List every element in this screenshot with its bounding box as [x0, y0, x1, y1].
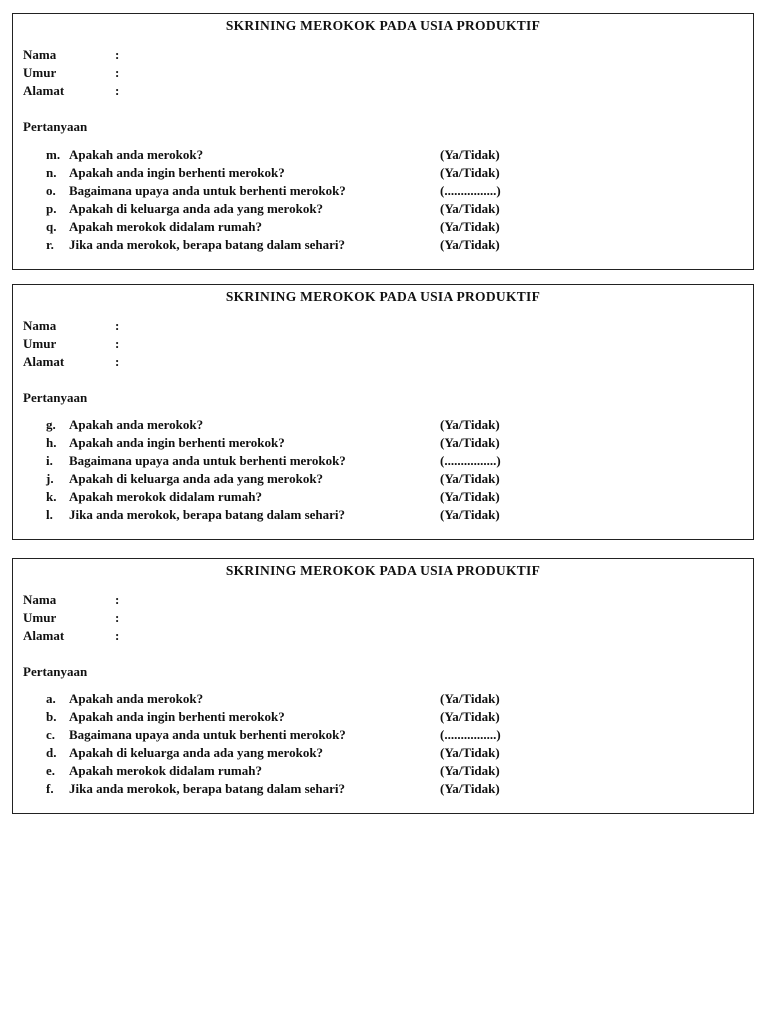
question-text: Apakah di keluarga anda ada yang merokok?: [69, 471, 324, 486]
question-marker: q.: [46, 219, 57, 234]
answer-choice[interactable]: (Ya/Tidak): [440, 219, 500, 234]
question-marker: e.: [46, 763, 56, 778]
form-title: SKRINING MEROKOK PADA USIA PRODUKTIF: [225, 18, 541, 33]
answer-choice[interactable]: (Ya/Tidak): [440, 507, 500, 522]
field-nama: [23, 317, 525, 335]
question-marker: f.: [46, 781, 54, 796]
answer-choice[interactable]: (Ya/Tidak): [440, 417, 500, 432]
answer-choice[interactable]: (Ya/Tidak): [440, 489, 500, 504]
field-colon: :: [115, 354, 120, 369]
field-colon: :: [115, 610, 120, 625]
field-nama: [23, 591, 525, 609]
field-alamat: [23, 627, 525, 645]
field-label-alamat: Alamat: [23, 354, 65, 369]
question-marker: b.: [46, 709, 57, 724]
field-label-umur: Umur: [23, 65, 57, 80]
screening-form-2: [12, 284, 754, 540]
question-text: Apakah anda merokok?: [69, 417, 204, 432]
question-marker: g.: [46, 417, 56, 432]
question-marker: d.: [46, 745, 57, 760]
field-alamat: [23, 353, 525, 371]
question-marker: r.: [46, 237, 54, 252]
question-text: Bagaimana upaya anda untuk berhenti merokok?: [69, 727, 346, 742]
answer-choice[interactable]: (Ya/Tidak): [440, 435, 500, 450]
question-text: Jika anda merokok, berapa batang dalam sehari?: [69, 781, 346, 796]
section-heading-pertanyaan: Pertanyaan: [23, 664, 88, 679]
field-umur: [23, 609, 525, 627]
answer-choice[interactable]: (Ya/Tidak): [440, 745, 500, 760]
form-title: SKRINING MEROKOK PADA USIA PRODUKTIF: [225, 289, 541, 304]
field-label-alamat: Alamat: [23, 83, 65, 98]
answer-choice[interactable]: (Ya/Tidak): [440, 471, 500, 486]
field-colon: :: [115, 336, 120, 351]
answer-choice[interactable]: (Ya/Tidak): [440, 165, 500, 180]
field-colon: :: [115, 47, 120, 62]
answer-choice[interactable]: (Ya/Tidak): [440, 781, 500, 796]
field-label-nama: Nama: [23, 592, 57, 607]
question-text: Jika anda merokok, berapa batang dalam sehari?: [69, 237, 346, 252]
form-title: SKRINING MEROKOK PADA USIA PRODUKTIF: [225, 563, 541, 578]
field-label-nama: Nama: [23, 47, 57, 62]
question-marker: k.: [46, 489, 57, 504]
field-alamat: [23, 82, 525, 100]
question-marker: l.: [46, 507, 53, 522]
answer-choice[interactable]: (Ya/Tidak): [440, 201, 500, 216]
question-marker: h.: [46, 435, 57, 450]
field-label-umur: Umur: [23, 336, 57, 351]
answer-blank[interactable]: (................): [440, 727, 501, 742]
question-text: Apakah di keluarga anda ada yang merokok?: [69, 745, 324, 760]
field-umur: [23, 335, 525, 353]
question-marker: n.: [46, 165, 57, 180]
question-text: Bagaimana upaya anda untuk berhenti merokok?: [69, 183, 346, 198]
field-nama: [23, 46, 525, 64]
question-marker: j.: [46, 471, 54, 486]
question-text: Jika anda merokok, berapa batang dalam sehari?: [69, 507, 346, 522]
question-marker: m.: [46, 147, 61, 162]
answer-choice[interactable]: (Ya/Tidak): [440, 709, 500, 724]
field-colon: :: [115, 65, 120, 80]
screening-form-3: [12, 558, 754, 814]
answer-choice[interactable]: (Ya/Tidak): [440, 763, 500, 778]
question-marker: c.: [46, 727, 56, 742]
field-colon: :: [115, 83, 120, 98]
field-colon: :: [115, 628, 120, 643]
question-marker: p.: [46, 201, 57, 216]
answer-choice[interactable]: (Ya/Tidak): [440, 237, 500, 252]
question-text: Apakah anda ingin berhenti merokok?: [69, 165, 285, 180]
field-colon: :: [115, 592, 120, 607]
question-text: Apakah anda merokok?: [69, 691, 204, 706]
question-text: Bagaimana upaya anda untuk berhenti merokok?: [69, 453, 346, 468]
field-label-alamat: Alamat: [23, 628, 65, 643]
field-label-nama: Nama: [23, 318, 57, 333]
section-heading-pertanyaan: Pertanyaan: [23, 390, 88, 405]
field-colon: :: [115, 318, 120, 333]
screening-form-1: [12, 13, 754, 270]
field-umur: [23, 64, 525, 82]
answer-choice[interactable]: (Ya/Tidak): [440, 147, 500, 162]
question-text: Apakah merokok didalam rumah?: [69, 219, 262, 234]
question-text: Apakah merokok didalam rumah?: [69, 489, 262, 504]
answer-blank[interactable]: (................): [440, 453, 501, 468]
answer-blank[interactable]: (................): [440, 183, 501, 198]
answer-choice[interactable]: (Ya/Tidak): [440, 691, 500, 706]
question-text: Apakah di keluarga anda ada yang merokok?: [69, 201, 324, 216]
field-label-umur: Umur: [23, 610, 57, 625]
question-marker: i.: [46, 453, 53, 468]
question-text: Apakah anda merokok?: [69, 147, 204, 162]
question-marker: a.: [46, 691, 56, 706]
question-marker: o.: [46, 183, 56, 198]
question-text: Apakah anda ingin berhenti merokok?: [69, 709, 285, 724]
question-text: Apakah anda ingin berhenti merokok?: [69, 435, 285, 450]
section-heading-pertanyaan: Pertanyaan: [23, 119, 88, 134]
question-text: Apakah merokok didalam rumah?: [69, 763, 262, 778]
